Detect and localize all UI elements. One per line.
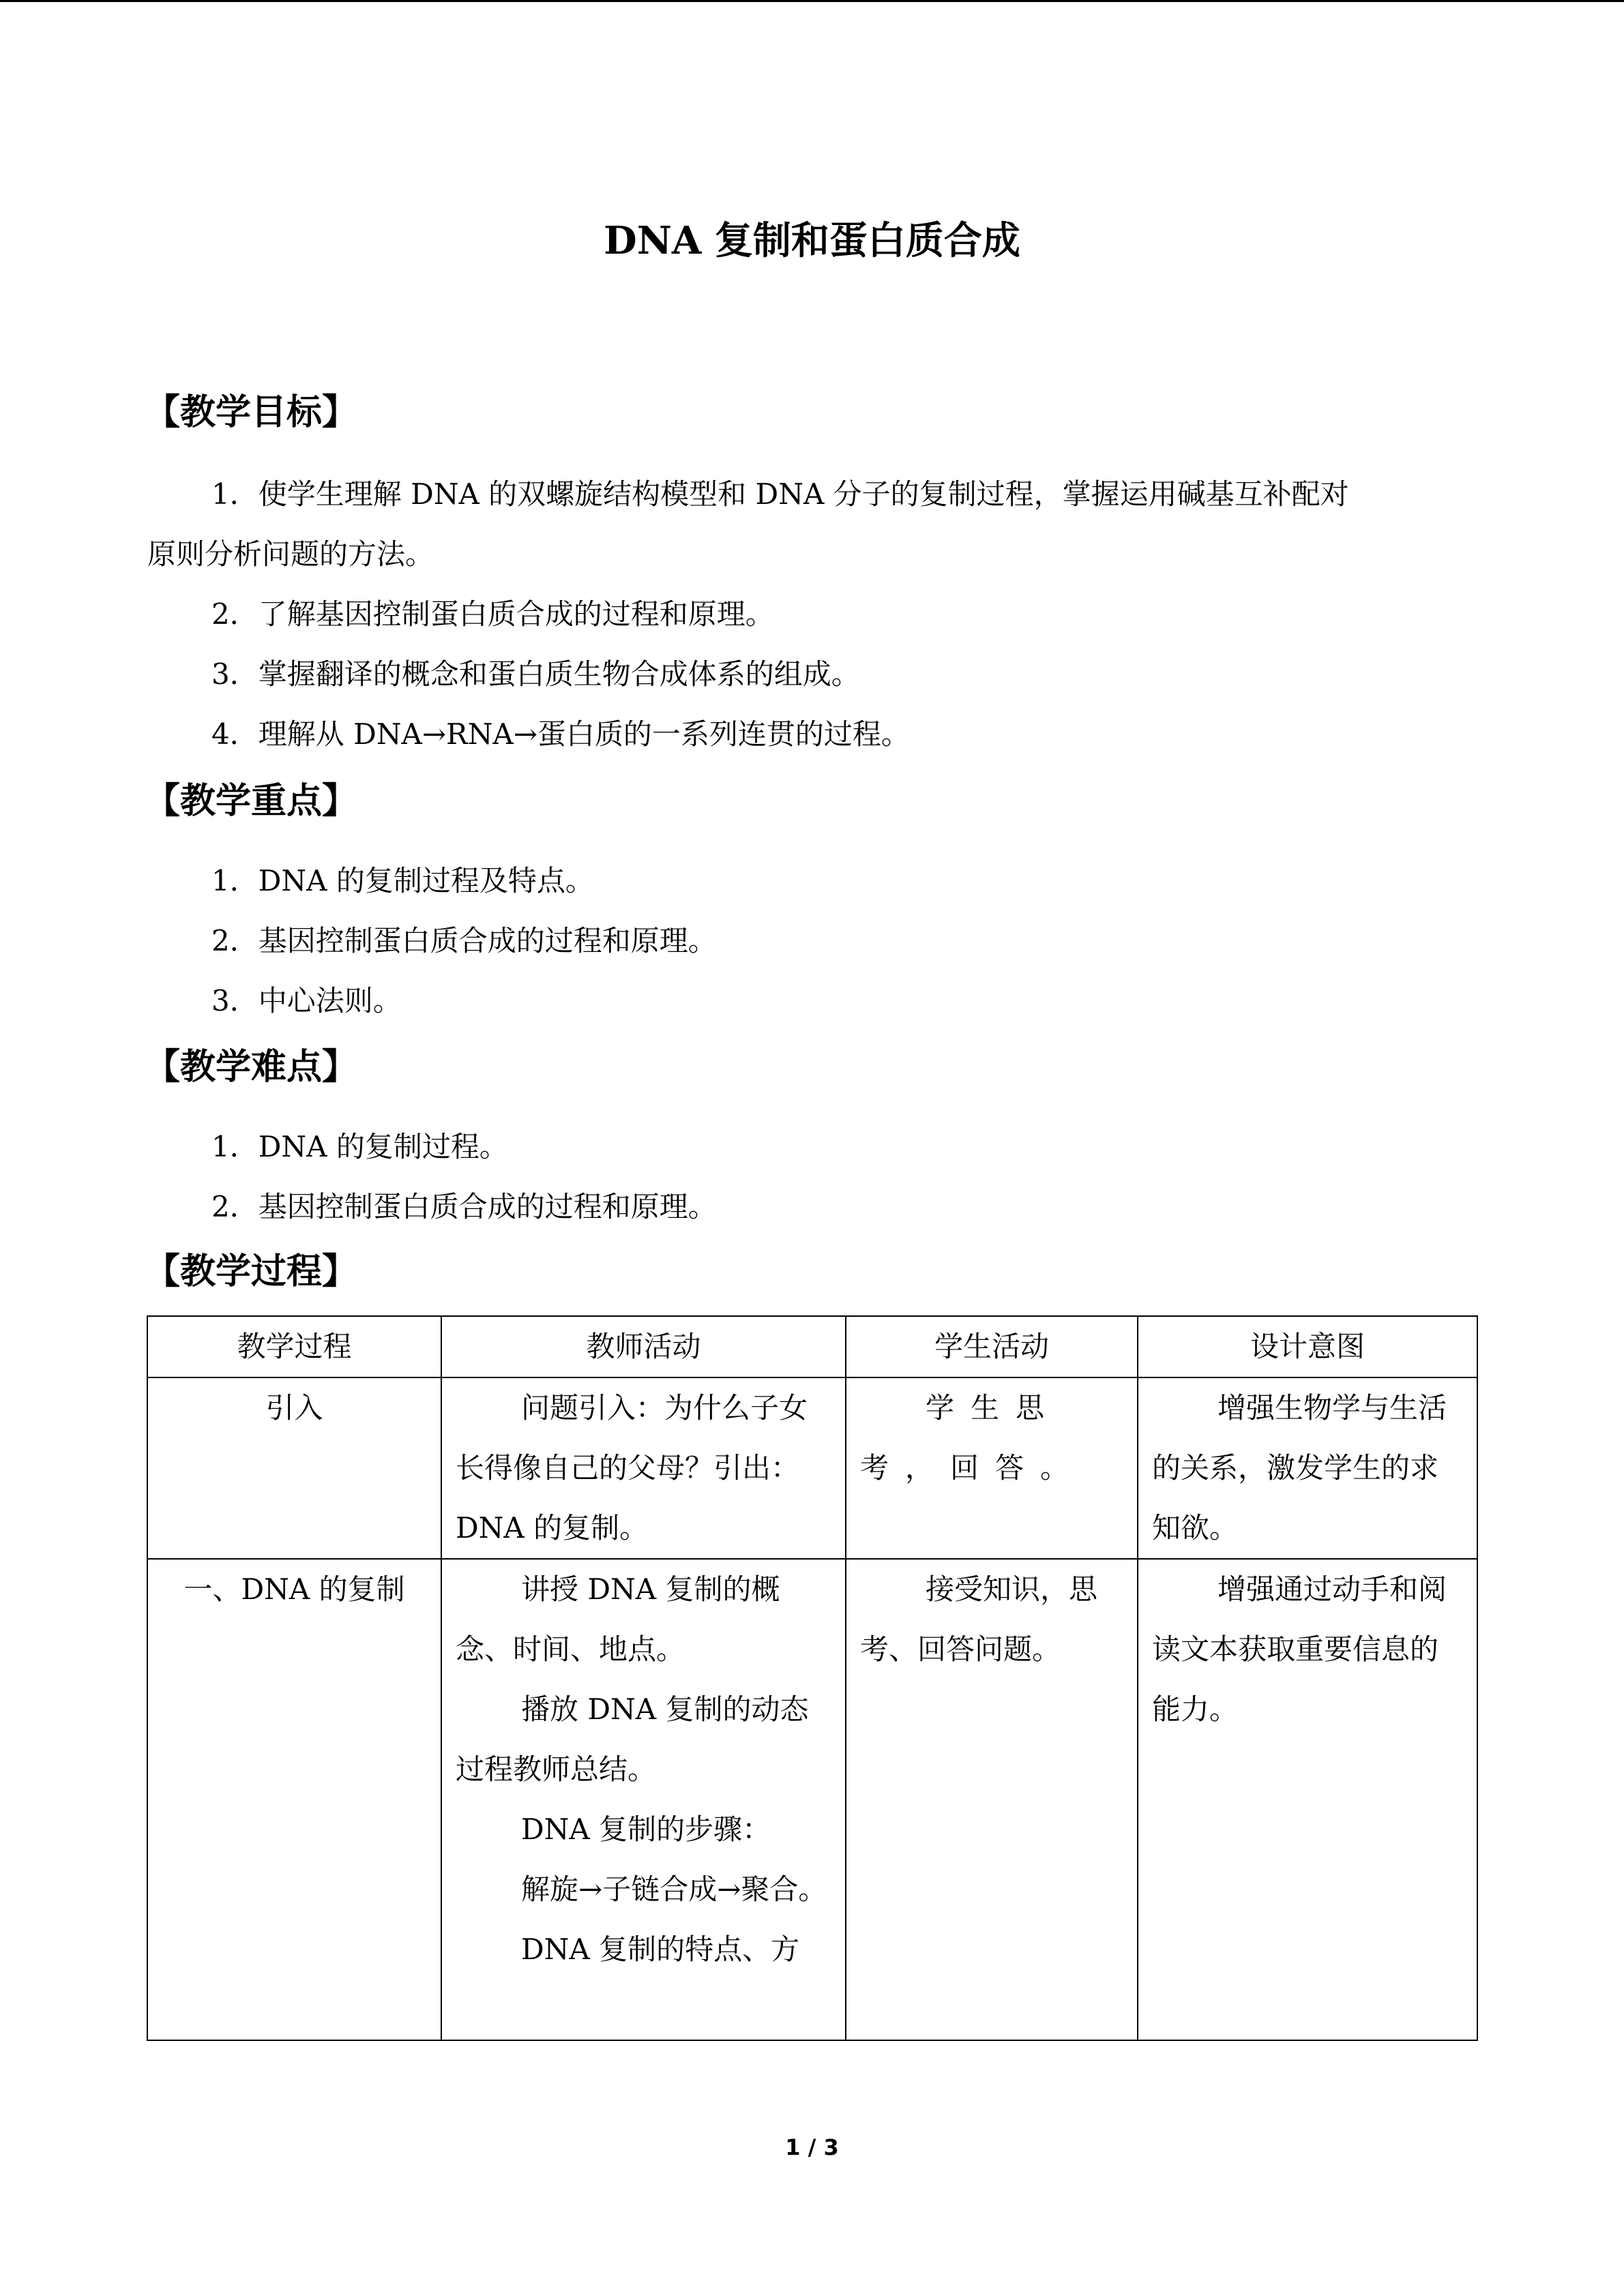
lesson-process-table xyxy=(147,1315,1478,2041)
process-heading: 【教学过程】 xyxy=(145,1251,358,1292)
row-1-teacher-activity: 问题引入：为什么子女长得像自己的父母？引出：DNA 的复制。 xyxy=(456,1391,808,1545)
table-header-row xyxy=(147,1316,1477,1377)
row-2-teacher-cell xyxy=(441,1559,846,2040)
table-row xyxy=(147,1377,1477,1559)
row-2-teacher-para-4: 解旋→子链合成→聚合。 xyxy=(521,1873,827,1906)
document-title: DNA 复制和蛋白质合成 xyxy=(604,218,1020,263)
row-1-student-activity: 学生思考，回答。 xyxy=(860,1391,1086,1485)
row-2-student-cell xyxy=(846,1559,1138,2040)
key-point-item-1: 1．DNA 的复制过程及特点。 xyxy=(211,864,594,897)
page-number: 1 / 3 xyxy=(785,2134,839,2160)
header-student-activity: 学生活动 xyxy=(846,1316,1138,1377)
row-2-design-intent: 增强通过动手和阅读文本获取重要信息的能力。 xyxy=(1152,1572,1447,1726)
objectives-heading: 【教学目标】 xyxy=(145,392,358,433)
difficulty-item-2: 2．基因控制蛋白质合成的过程和原理。 xyxy=(211,1190,717,1223)
row-1-design-intent: 增强生物学与生活的关系，激发学生的求知欲。 xyxy=(1152,1391,1447,1545)
objective-item-1-line-1: 1．使学生理解 DNA 的双螺旋结构模型和 DNA 分子的复制过程，掌握运用碱基互补配对 xyxy=(211,477,1349,511)
difficulty-item-1: 1．DNA 的复制过程。 xyxy=(211,1130,508,1163)
row-2-teacher-para-5: DNA 复制的特点、方 xyxy=(521,1933,800,1966)
header-teacher-activity: 教师活动 xyxy=(441,1316,846,1377)
key-point-item-2: 2．基因控制蛋白质合成的过程和原理。 xyxy=(211,924,717,957)
objective-item-3: 3．掌握翻译的概念和蛋白质生物合成体系的组成。 xyxy=(211,657,860,691)
row-1-student-cell xyxy=(846,1377,1138,1559)
row-1-stage: 引入 xyxy=(147,1377,441,1559)
row-2-teacher-para-2: 播放 DNA 复制的动态过程教师总结。 xyxy=(456,1693,809,1786)
key-points-heading: 【教学重点】 xyxy=(145,781,358,822)
row-2-intent-cell xyxy=(1138,1559,1477,2040)
objective-item-2: 2．了解基因控制蛋白质合成的过程和原理。 xyxy=(211,597,774,631)
objective-item-4: 4．理解从 DNA→RNA→蛋白质的一系列连贯的过程。 xyxy=(211,717,910,751)
difficulties-heading: 【教学难点】 xyxy=(145,1047,358,1088)
row-2-teacher-para-1: 讲授 DNA 复制的概念、时间、地点。 xyxy=(456,1572,780,1666)
row-1-intent-cell xyxy=(1138,1377,1477,1559)
row-2-student-activity: 接受知识，思考、回答问题。 xyxy=(860,1572,1098,1666)
table-row xyxy=(147,1559,1477,2040)
row-2-stage: 一、DNA 的复制 xyxy=(147,1559,441,2040)
row-1-teacher-cell xyxy=(441,1377,846,1559)
header-stage: 教学过程 xyxy=(147,1316,441,1377)
key-point-item-3: 3．中心法则。 xyxy=(211,984,402,1017)
page-top-border xyxy=(0,0,1624,2)
header-design-intent: 设计意图 xyxy=(1138,1316,1477,1377)
objective-item-1-line-2: 原则分析问题的方法。 xyxy=(147,537,434,571)
row-2-teacher-para-3: DNA 复制的步骤： xyxy=(521,1813,771,1846)
